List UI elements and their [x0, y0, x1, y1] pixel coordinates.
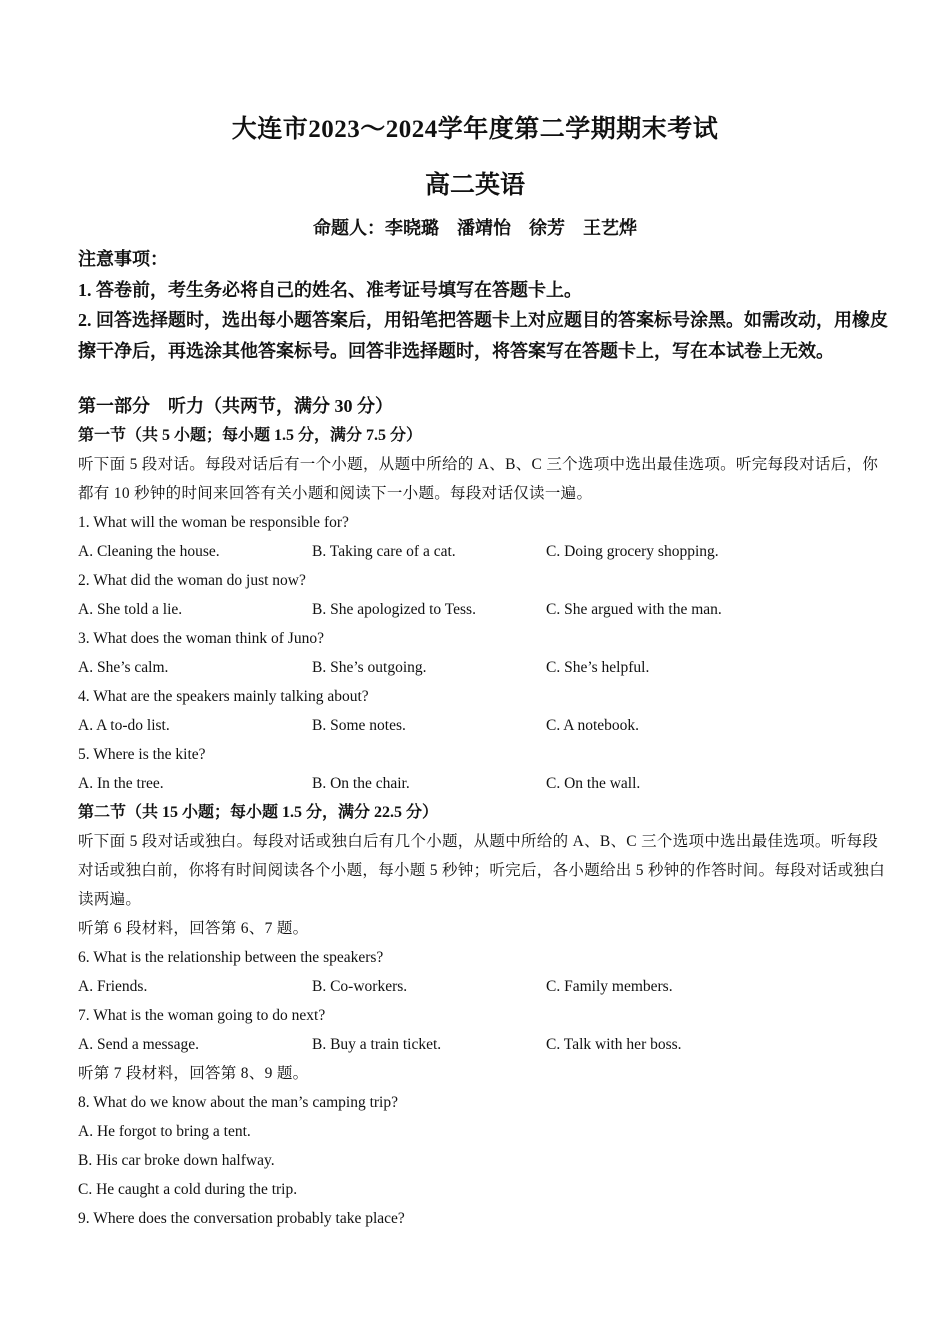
- exam-title: 大连市2023～2024学年度第二学期期末考试: [231, 116, 719, 143]
- option-b: B. Some notes.: [312, 717, 406, 734]
- option-c: C. A notebook.: [546, 717, 640, 734]
- option-c: C. Family members.: [546, 978, 673, 995]
- section1-instructions: 听下面 5 段对话。每段对话后有一个小题，从题中所给的 A、B、C 三个选项中选出最佳选项。听完每段对话后，你都有 10 秒钟的时间来回答有关小题和阅读下一小题。每段对话仅读一遍。: [78, 456, 879, 502]
- option-c: C. She’s helpful.: [546, 659, 650, 676]
- question-6: 6. What is the relationship between the speakers?: [78, 949, 384, 966]
- question-2: 2. What did the woman do just now?: [78, 572, 306, 589]
- option-a: A. Cleaning the house.: [78, 543, 220, 560]
- exam-subject: 高二英语: [424, 172, 525, 199]
- option-a: A. Send a message.: [78, 1036, 199, 1053]
- question-1-options: [78, 537, 888, 566]
- notes-item-2: 2. 回答选择题时，选出每小题答案后，用铅笔把答题卡上对应题目的答案标号涂黑。如需改动，用橡皮擦干净后，再选涂其他答案标号。回答非选择题时，将答案写在答题卡上，写在本试卷上无效。: [78, 310, 888, 361]
- option-b: B. She’s outgoing.: [312, 659, 427, 676]
- option-c: C. On the wall.: [546, 775, 641, 792]
- option-a: A. Friends.: [78, 978, 148, 995]
- option-b: B. Buy a train ticket.: [312, 1036, 442, 1053]
- question-5: 5. Where is the kite?: [78, 746, 206, 763]
- section2-instructions: 听下面 5 段对话或独白。每段对话或独白后有几个小题，从题中所给的 A、B、C 三个选项中选出最佳选项。听每段对话或独白前，你将有时间阅读各个小题，每小题 5 秒钟；听完后，各小题给出 5 秒钟的作答时间。每段对话或独白读两遍。: [78, 833, 886, 908]
- part1-content: [78, 421, 888, 1233]
- option-a: A. She’s calm.: [78, 659, 169, 676]
- question-7-options: [78, 1030, 888, 1059]
- option-b: B. Taking care of a cat.: [312, 543, 456, 560]
- option-b: B. On the chair.: [312, 775, 410, 792]
- option-b: B. His car broke down halfway.: [78, 1152, 275, 1169]
- question-4: 4. What are the speakers mainly talking about?: [78, 688, 369, 705]
- option-c: C. He caught a cold during the trip.: [78, 1181, 298, 1198]
- question-6-options: [78, 972, 888, 1001]
- question-8: 8. What do we know about the man’s camping trip?: [78, 1094, 398, 1111]
- material-6-note: 听第 6 段材料，回答第 6、7 题。: [78, 920, 309, 937]
- option-b: B. She apologized to Tess.: [312, 601, 476, 618]
- section1-heading: 第一节（共 5 小题；每小题 1.5 分，满分 7.5 分）: [78, 427, 423, 444]
- question-9: 9. Where does the conversation probably take place?: [78, 1210, 405, 1227]
- notes-heading: 注意事项：: [78, 249, 168, 269]
- question-3-options: [78, 653, 888, 682]
- option-c: C. She argued with the man.: [546, 601, 722, 618]
- section2-heading: 第二节（共 15 小题；每小题 1.5 分，满分 22.5 分）: [78, 804, 439, 821]
- notes-section: [78, 244, 888, 366]
- question-5-options: [78, 769, 888, 798]
- option-a: A. In the tree.: [78, 775, 164, 792]
- question-7: 7. What is the woman going to do next?: [78, 1007, 326, 1024]
- question-3: 3. What does the woman think of Juno?: [78, 630, 324, 647]
- question-1: 1. What will the woman be responsible for?: [78, 514, 349, 531]
- question-4-options: [78, 711, 888, 740]
- option-a: A. A to-do list.: [78, 717, 170, 734]
- exam-authors: 命题人：李晓璐 潘靖怡 徐芳 王艺烨: [313, 218, 637, 238]
- part1-heading: 第一部分 听力（共两节，满分 30 分）: [78, 396, 393, 416]
- option-a: A. She told a lie.: [78, 601, 183, 618]
- material-7-note: 听第 7 段材料，回答第 8、9 题。: [78, 1065, 309, 1082]
- option-b: B. Co-workers.: [312, 978, 408, 995]
- notes-item-1: 1. 答卷前，考生务必将自己的姓名、准考证号填写在答题卡上。: [78, 279, 582, 300]
- question-2-options: [78, 595, 888, 624]
- option-c: C. Talk with her boss.: [546, 1036, 682, 1053]
- option-a: A. He forgot to bring a tent.: [78, 1123, 251, 1140]
- option-c: C. Doing grocery shopping.: [546, 543, 719, 560]
